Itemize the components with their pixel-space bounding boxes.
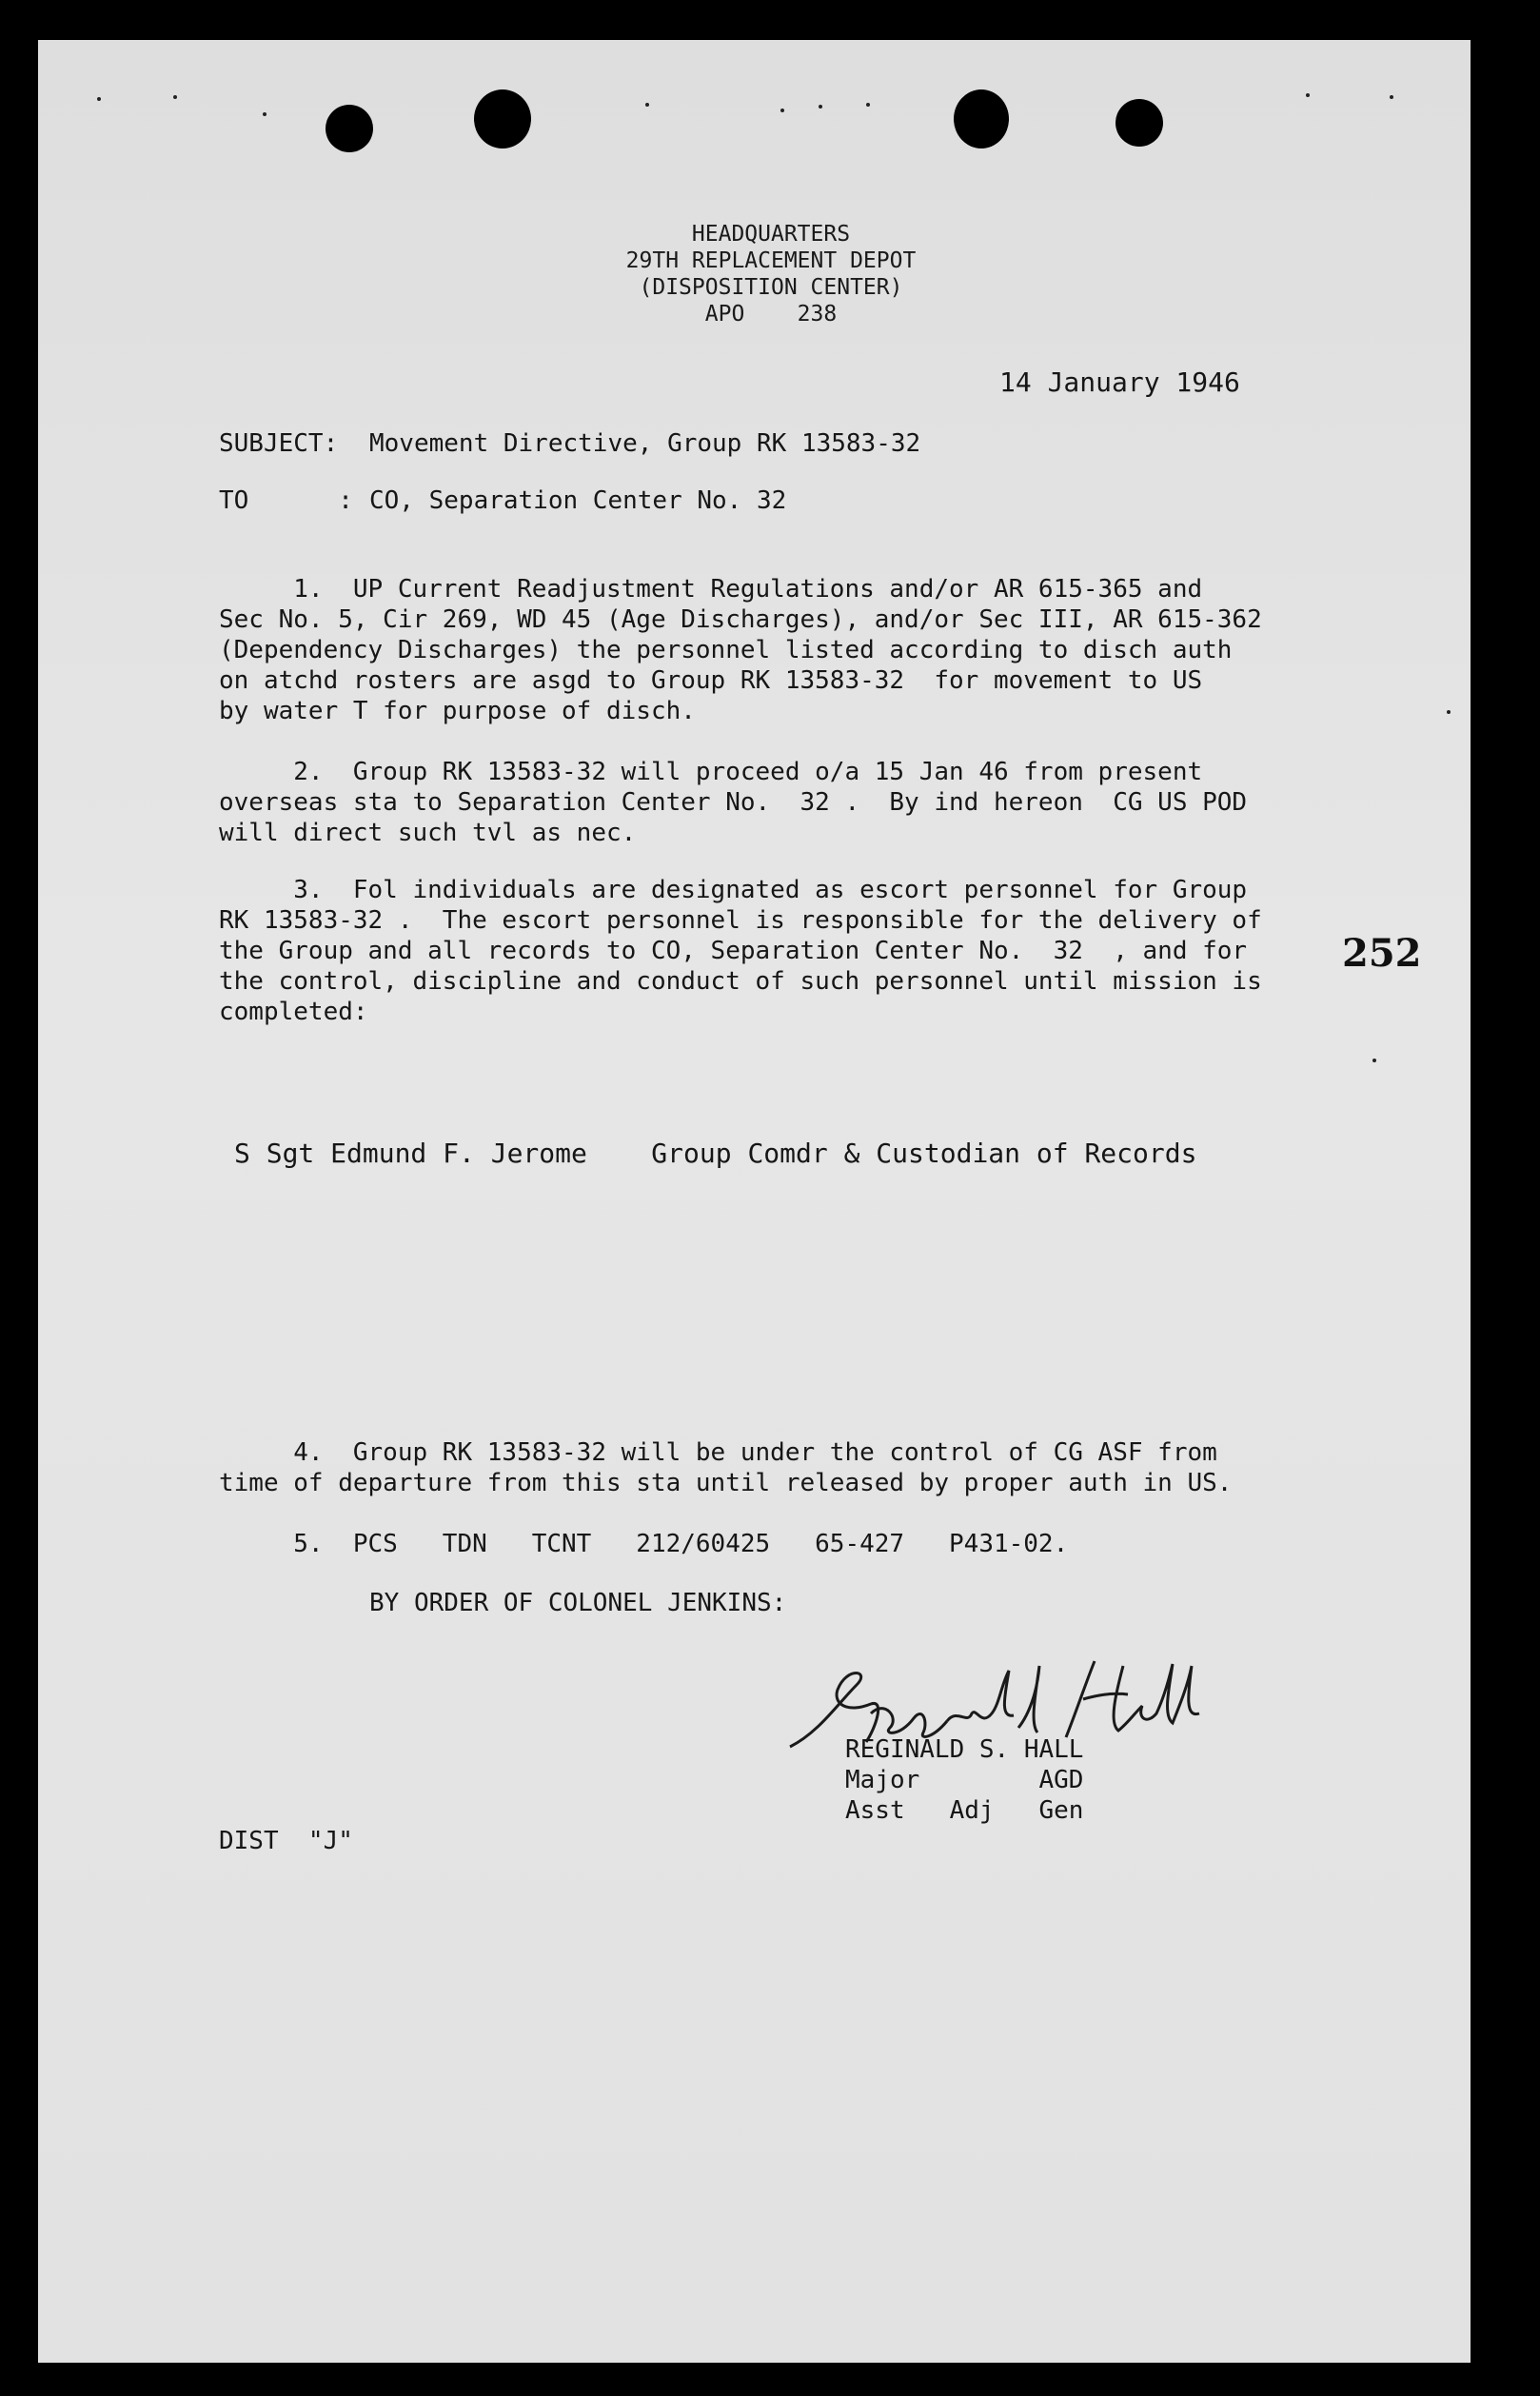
by-order-line: BY ORDER OF COLONEL JENKINS:	[369, 1589, 787, 1617]
speck	[1372, 1059, 1376, 1062]
paragraph-4-line: time of departure from this sta until released by proper auth in US.	[219, 1469, 1233, 1497]
paragraph-1-line: Sec No. 5, Cir 269, WD 45 (Age Discharges), and/or Sec III, AR 615-362	[219, 605, 1262, 634]
signer-title: Asst Adj Gen	[845, 1796, 1084, 1825]
speck	[780, 109, 784, 112]
signer-name: REGINALD S. HALL	[845, 1735, 1084, 1764]
paragraph-1-line: (Dependency Discharges) the personnel listed according to disch auth	[219, 636, 1233, 664]
paragraph-3-line: RK 13583-32 . The escort personnel is responsible for the delivery of	[219, 906, 1262, 935]
speck	[819, 105, 822, 109]
letterhead	[552, 221, 990, 327]
paragraph-2-line: 2. Group RK 13583-32 will proceed o/a 15 Jan 46 from present	[219, 758, 1203, 786]
subject-text: Movement Directive, Group RK 13583-32	[369, 429, 921, 458]
escort-personnel: S Sgt Edmund F. Jerome Group Comdr & Custodian of Records	[234, 1138, 1197, 1169]
paragraph-1-line: on atchd rosters are asgd to Group RK 13583-32 for movement to US	[219, 666, 1203, 695]
punch-hole	[1116, 99, 1163, 147]
speck	[866, 103, 870, 107]
letterhead-line-2: 29TH REPLACEMENT DEPOT	[625, 248, 917, 273]
paragraph-3-line: the control, discipline and conduct of such personnel until mission is	[219, 967, 1262, 996]
paragraph-1-line: 1. UP Current Readjustment Regulations and/or AR 615-365 and	[219, 575, 1203, 604]
document-page	[38, 40, 1471, 2363]
letterhead-line-4: APO 238	[704, 302, 838, 327]
paragraph-2-line: overseas sta to Separation Center No. 32 . By ind hereon CG US POD	[219, 788, 1248, 817]
speck	[1447, 710, 1451, 714]
paragraph-2-line: will direct such tvl as nec.	[219, 819, 637, 847]
letterhead-line-1: HEADQUARTERS	[691, 222, 851, 247]
to-text: CO, Separation Center No. 32	[369, 486, 787, 515]
speck	[1390, 95, 1393, 99]
paragraph-1-line: by water T for purpose of disch.	[219, 697, 696, 725]
paragraph-5-line: 5. PCS TDN TCNT 212/60425 65-427 P431-02.	[219, 1530, 1069, 1558]
to-label: TO :	[219, 486, 353, 515]
punch-hole	[954, 89, 1009, 149]
punch-hole	[474, 89, 531, 149]
speck	[263, 112, 267, 116]
letterhead-line-3: (DISPOSITION CENTER)	[639, 275, 903, 300]
speck	[645, 103, 649, 107]
signer-rank: Major AGD	[845, 1766, 1084, 1794]
speck	[1306, 93, 1310, 97]
paragraph-3-line: completed:	[219, 998, 368, 1026]
paragraph-3-line: 3. Fol individuals are designated as escort personnel for Group	[219, 876, 1248, 904]
distribution-line: DIST "J"	[219, 1827, 353, 1855]
paragraph-4-line: 4. Group RK 13583-32 will be under the control of CG ASF from	[219, 1438, 1217, 1467]
paragraph-3-line: the Group and all records to CO, Separation Center No. 32 , and for	[219, 937, 1248, 965]
speck	[173, 95, 177, 99]
speck	[97, 97, 101, 101]
punch-hole	[326, 105, 373, 152]
page-number-stamp: 252	[1342, 931, 1422, 976]
document-date: 14 January 1946	[999, 366, 1240, 398]
subject-label: SUBJECT:	[219, 429, 339, 458]
